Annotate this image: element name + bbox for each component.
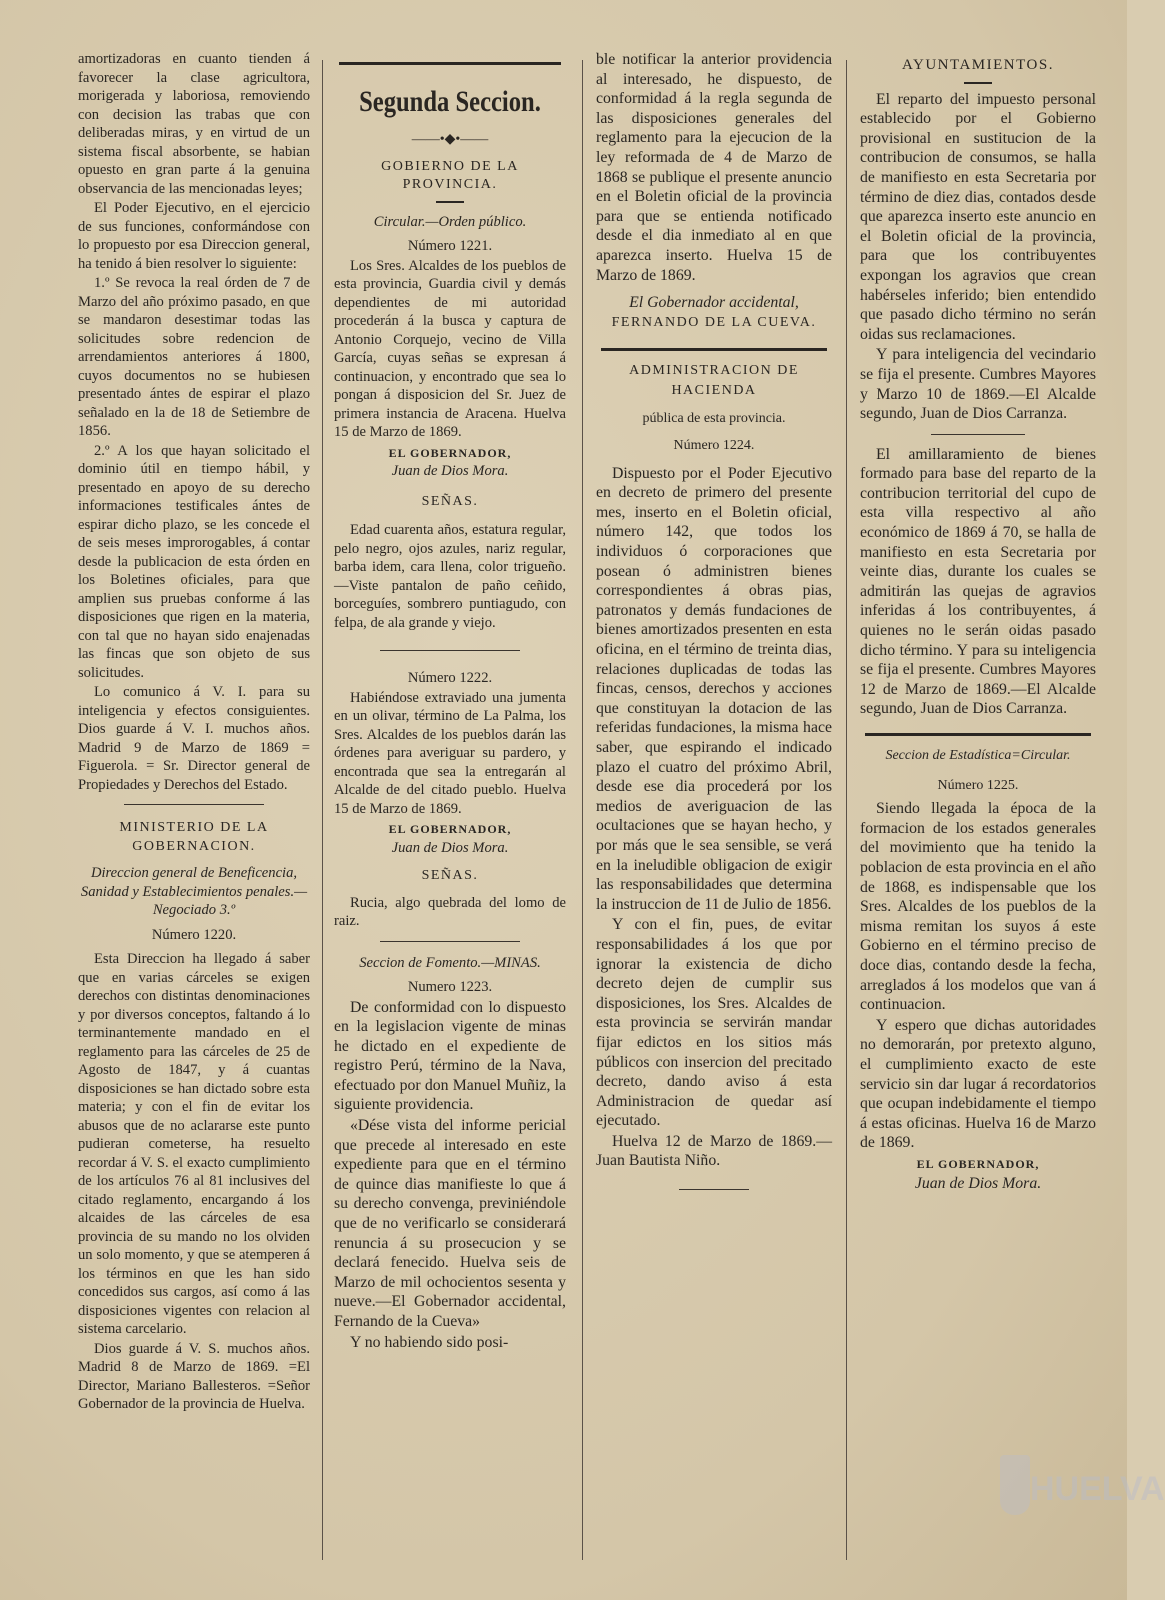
divider [865, 733, 1092, 736]
section-heading: GOBIERNO DE LA PROVINCIA. [381, 158, 519, 192]
paragraph: «Dése vista del informe pericial que precede al interesado en este expediente para que en el término de quince dias manifieste lo que á su derecho convenga, previniéndole que de no verificarlo se considerará renuncia á su prosecucion y se declará fenecido. Huelva seis de Marzo de mil ochocientos sesenta y nueve.—El Gobernador accidental, Fernando de la Cueva» [334, 1117, 566, 1330]
divider [931, 434, 1025, 435]
divider [436, 201, 464, 203]
signature-name: Juan de Dios Mora. [914, 1175, 1042, 1193]
divider [679, 1189, 750, 1190]
signature-title: EL GOBERNADOR, [388, 822, 512, 836]
divider [124, 804, 263, 805]
section-title: Segunda Seccion. [359, 85, 541, 118]
column-rule [322, 60, 323, 1560]
paragraph: Dios guarde á V. S. muchos años. Madrid 8 de Marzo de 1869. =El Director, Mariano Ballesteros. =Señor Gobernador de la provincia de Huelva. [78, 1340, 310, 1412]
signature-title: EL GOBERNADOR, [916, 1156, 1040, 1171]
column-3 [596, 50, 832, 1580]
section-subheading: Circular.—Orden público. [373, 213, 527, 230]
column-rule [582, 60, 583, 1560]
ministry-heading: MINISTERIO DE LA GOBERNACION. [119, 820, 269, 854]
paragraph: 1.º Se revoca la real órden de 7 de Marzo del año próximo pasado, en que se mandaron desestimar todas las solicitudes sobre redencion de arrendamientos anteriores á 1800, cuyos documentos no se hubiesen presentado ántes de espirar el plazo señalado en la de 18 de Setiembre de 1856. [78, 275, 310, 439]
paragraph: Los Sres. Alcaldes de los pueblos de esta provincia, Guardia civil y demás dependientes de mi autoridad procederán á la busca y captura de Antonio Corquejo, vecino de Villa García, cuyas señas se expresan á continuacion, y encontrado que sea lo pongan á disposicion del Sr. Juez de primera instancia de Aracena. Huelva 15 de Marzo de 1869. [334, 257, 566, 440]
section-subheading: Seccion de Fomento.—MINAS. [359, 954, 541, 971]
notice-number: Numero 1223. [407, 979, 493, 995]
paragraph: El Poder Ejecutivo, en el ejercicio de sus funciones, conformándose con lo propuesto por esa Direccion general, ha tenido á bien resolver lo siguiente: [78, 200, 310, 272]
paragraph: Y para inteligencia del vecindario se fija el presente. Cumbres Mayores y Marzo 10 de 1869.—El Alcalde segundo, Juan de Dios Carranza. [860, 346, 1096, 423]
paragraph: Y no habiendo sido posi- [350, 1333, 509, 1351]
section-subheading: Direccion general de Beneficencia, Sanidad y Establecimientos penales.—Negociado 3.º [80, 865, 308, 918]
paragraph: Siendo llegada la época de la formacion de los estados generales del movimiento que ha tenido la poblacion de esta provincia en el año de 1868, es indispensable que los Sres. Alcaldes de los pueblos de la misma remitan los suyos á este Gobierno en el término preciso de doce dias, contando desde la fecha, arreglados á los modelos que van á continuacion. [860, 800, 1096, 1014]
paragraph: Lo comunico á V. I. para su inteligencia y efectos consiguientes. Dios guarde á V. I. muchos años. Madrid 9 de Marzo de 1869 = Figuerola. = Sr. Director general de Propiedades y Derechos del Estado. [78, 684, 310, 793]
notice-number: Número 1221. [407, 238, 493, 254]
divider [339, 62, 562, 65]
divider [601, 348, 828, 351]
section-subheading: pública de esta provincia. [642, 410, 786, 426]
paragraph: El reparto del impuesto personal establecido por el Gobierno provisional en sustitucion de la contribucion de consumos, se halla de manifiesto en esta Secretaria por término de diez dias, contados desde que aparezca inserto este anuncio en el Boletin oficial de la provincia, para que los contribuyentes expongan los agravios que crean habérseles inferido; bien entendido que pasado dicho término no serán oidas sus reclamaciones. [860, 90, 1096, 343]
paragraph: El amillaramiento de bienes formado para base del reparto de la contribucion territorial del cupo de esta villa respectivo al año económico de 1869 á 70, se halla de manifiesto en esta Secretaria por veinte dias, durante los cuales se admitirán las quejas de agravios inferidas á los contribuyentes, á quienes no le serán oidas pasado dicho término. Y para su inteligencia se fija el presente. Cumbres Mayores 12 de Marzo de 1869.—El Alcalde segundo, Juan de Dios Carranza. [860, 445, 1096, 718]
column-1 [78, 50, 310, 1580]
paragraph: Esta Direccion ha llegado á saber que en varias cárceles se exigen derechos con distintas denominaciones y por diversos conceptos, faltando á lo terminantemente mandado en el reglamento para las cárceles de 25 de Agosto de 1847, y á cuantas disposiciones se han dictado sobre esta materia; y con el fin de evitar los abusos que de no aclararse este punto pudieran cometerse, ha resuelto recordar á V. S. el exacto cumplimiento de los artículos 76 al 81 inclusives del citado reglamento, encargando á los alcaides de las cárceles de esa provincia de su mando no los olviden un solo momento, y que se atemperen á los términos en que les han sido concedidos sus cargos, así como á las disposiciones vigentes con relacion al sistema carcelario. [78, 951, 310, 1337]
signature-title: EL GOBERNADOR, [388, 445, 512, 460]
paragraph: Rucia, algo quebrada del lomo de raiz. [334, 894, 566, 929]
paragraph: Y espero que dichas autoridades no demorarán, por pretexto alguno, el cumplimiento exacto de este servicio sin dar lugar á recordatorios que ocupan indebidamente el tiempo á estas oficinas. Huelva 16 de Marzo de 1869. [860, 1016, 1096, 1152]
section-heading: SEÑAS. [421, 868, 479, 883]
section-heading: SEÑAS. [421, 493, 479, 509]
paragraph: amortizadoras en cuanto tienden á favorecer la clase agricultora, morigerada y laboriosa, removiendo con decision las trabas que con deliberadas miras, y en virtud de un sistema fiscal absorbente, se habian opuesto en gran parte á la genuina observancia de las mencionadas leyes; [78, 51, 310, 197]
watermark: HUELVA [1030, 1470, 1165, 1508]
signature-name: Juan de Dios Mora. [391, 839, 509, 856]
paragraph: Habiéndose extraviado una jumenta en un olivar, término de La Palma, los Sres. Alcaldes de los pueblos darán las órdenes para averiguar su pardero, y encontrada que sea la entregarán al Alcalde de del citado pueblo. Huelva 15 de Marzo de 1869. [334, 689, 566, 817]
notice-number: Número 1220. [151, 926, 237, 943]
signature-name: Juan de Dios Mora. [391, 463, 509, 479]
paragraph: Edad cuarenta años, estatura regular, pelo negro, ojos azules, nariz regular, barba idem, cara llena, color trigueño.—Viste pantalon de paño ceñido, borceguíes, sombrero puntiagudo, con felpa, de ala grande y viejo. [334, 522, 566, 631]
paragraph: Huelva 12 de Marzo de 1869.—Juan Bautista Niño. [596, 1132, 832, 1170]
watermark-shield-icon [1000, 1455, 1030, 1515]
column-rule [846, 60, 847, 1560]
notice-number: Número 1225. [937, 777, 1019, 793]
section-heading: AYUNTAMIENTOS. [902, 57, 1054, 73]
paragraph: 2.º A los que hayan solicitado el dominio útil en tiempo hábil, y presentado en apoyo de su derecho informaciones testificales ántes de espirar dicho plazo, se les concede el de seis meses improrogables, á contar desde la publicacion de esta órden en los Boletines oficiales, para que amplien sus pruebas conforme á las disposiciones que rigen en la materia, con tal que no hayan sido enajenadas las fincas que son objeto de sus solicitudes. [78, 442, 310, 681]
divider [964, 82, 992, 84]
notice-number: Número 1222. [407, 670, 493, 686]
paragraph: ble notificar la anterior providencia al interesado, he dispuesto, de conformidad á la regla segunda de las disposiciones generales del reglamento para la ejecucion de la ley reformada de 4 de Marzo de 1868 se publique el presente anuncio en el Boletin oficial de la provincia para que se entienda notificado desde el dia inmediato al en que aparezca inserto. Huelva 15 de Marzo de 1869. [596, 51, 832, 284]
paragraph: De conformidad con lo dispuesto en la legislacion vigente de minas he dictado en el expediente de registro Perú, término de la Nava, efectuado por don Manuel Muñiz, la siguiente providencia. [334, 998, 566, 1114]
ornament: ——•◆•—— [411, 132, 489, 147]
notice-number: Número 1224. [673, 438, 755, 454]
paragraph: Y con el fin, pues, de evitar responsabilidades á los que por ignorar la existencia de dicho decreto dejen de cumplir sus disposiciones, los Sres. Alcaldes de esta provincia se servirán mandar fijar edictos en los sitios más públicos con insercion del precitado decreto, dando aviso á esta Administracion de quedar así ejecutado. [596, 916, 832, 1130]
column-2 [334, 50, 566, 1580]
paragraph: Dispuesto por el Poder Ejecutivo en decreto de primero del presente mes, inserto en el Boletin oficial, número 142, que todos los individuos ó corporaciones que posean ó administren bienes correspondientes á obras pias, patronatos y demás fundaciones de bienes amortizados presenten en esta oficina, en el término de treinta dias, relaciones duplicadas de todas las fincas, censos, derechos y acciones que constituyan la dotacion de las referidas fundaciones, la misma hace saber, que espirando el indicado plazo el cuatro del próximo Abril, desde ese dia procederá por los medios de averiguacion de las ocultaciones que se hayan hecho, y por más que le sea sensible, se verá en la ineludible obligacion de exigir las responsabilidades que determina la instruccion de 11 de Julio de 1856. [596, 464, 832, 913]
section-subheading: Seccion de Estadística=Circular. [885, 748, 1071, 763]
divider [380, 650, 519, 651]
signature-name: FERNANDO DE LA CUEVA. [611, 314, 817, 330]
divider [380, 941, 519, 942]
column-4 [860, 50, 1096, 1580]
section-heading: ADMINISTRACION DE HACIENDA [629, 363, 799, 398]
signature-title: El Gobernador accidental, [629, 294, 799, 312]
